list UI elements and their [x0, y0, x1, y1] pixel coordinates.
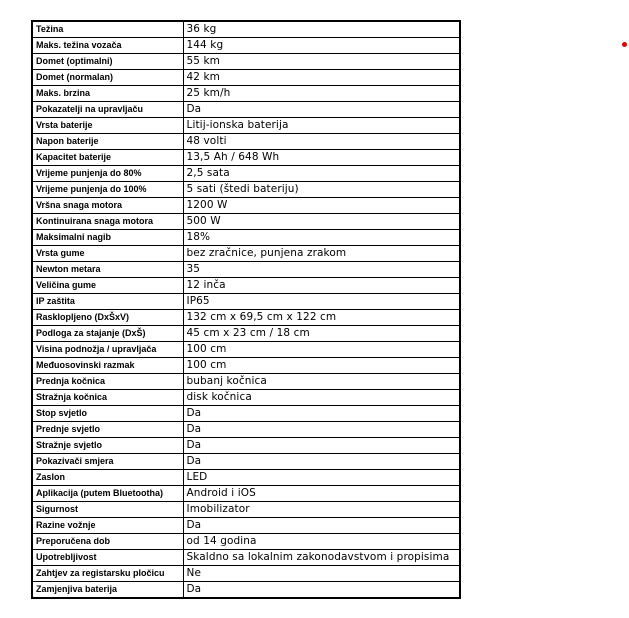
spec-value: bubanj kočnica [183, 374, 460, 390]
spec-row [32, 230, 460, 246]
spec-label: Podloga za stajanje (DxŠ) [32, 326, 183, 342]
spec-row [32, 166, 460, 182]
spec-value: Litij-ionska baterija [183, 118, 460, 134]
spec-row [32, 246, 460, 262]
spec-row [32, 38, 460, 54]
spec-value: Imobilizator [183, 502, 460, 518]
spec-label: Maksimalni nagib [32, 230, 183, 246]
spec-row [32, 70, 460, 86]
spec-label: Vrijeme punjenja do 80% [32, 166, 183, 182]
spec-value: IP65 [183, 294, 460, 310]
spec-label: Pokazatelji na upravljaču [32, 102, 183, 118]
spec-row [32, 182, 460, 198]
spec-row [32, 342, 460, 358]
spec-row [32, 294, 460, 310]
spec-row [32, 518, 460, 534]
spec-label: Maks. brzina [32, 86, 183, 102]
spec-row [32, 358, 460, 374]
spec-value: 48 volti [183, 134, 460, 150]
spec-value: Da [183, 518, 460, 534]
spec-label: Kapacitet baterije [32, 150, 183, 166]
spec-row [32, 21, 460, 38]
spec-value: 13,5 Ah / 648 Wh [183, 150, 460, 166]
spec-row [32, 422, 460, 438]
spec-row [32, 502, 460, 518]
spec-row [32, 454, 460, 470]
spec-value: 144 kg [183, 38, 460, 54]
spec-label: Visina podnožja / upravljača [32, 342, 183, 358]
spec-value: Skaldno sa lokalnim zakonodavstvom i propisima [183, 550, 460, 566]
spec-row [32, 86, 460, 102]
spec-value: 36 kg [183, 21, 460, 38]
spec-row [32, 310, 460, 326]
spec-value: 132 cm x 69,5 cm x 122 cm [183, 310, 460, 326]
spec-value: Da [183, 454, 460, 470]
spec-table [31, 20, 461, 599]
spec-value: Da [183, 582, 460, 599]
spec-value: Da [183, 438, 460, 454]
spec-label: Težina [32, 21, 183, 38]
spec-label: Stop svjetlo [32, 406, 183, 422]
spec-row [32, 438, 460, 454]
spec-row [32, 534, 460, 550]
spec-value: Da [183, 422, 460, 438]
spec-row [32, 326, 460, 342]
spec-value: 500 W [183, 214, 460, 230]
spec-value: 25 km/h [183, 86, 460, 102]
spec-label: Stražnja kočnica [32, 390, 183, 406]
spec-label: Pokazivači smjera [32, 454, 183, 470]
spec-label: Maks. težina vozača [32, 38, 183, 54]
spec-value: 5 sati (štedi bateriju) [183, 182, 460, 198]
spec-value: 12 inča [183, 278, 460, 294]
spec-label: IP zaštita [32, 294, 183, 310]
spec-value: LED [183, 470, 460, 486]
spec-row [32, 118, 460, 134]
spec-label: Preporučena dob [32, 534, 183, 550]
spec-row [32, 102, 460, 118]
spec-label: Sigurnost [32, 502, 183, 518]
spec-label: Vrsta baterije [32, 118, 183, 134]
spec-value: Android i iOS [183, 486, 460, 502]
spec-row [32, 582, 460, 599]
spec-row [32, 134, 460, 150]
spec-value: 2,5 sata [183, 166, 460, 182]
spec-label: Zamjenjiva baterija [32, 582, 183, 599]
spec-row [32, 566, 460, 582]
spec-value: 18% [183, 230, 460, 246]
spec-label: Vršna snaga motora [32, 198, 183, 214]
spec-row [32, 262, 460, 278]
spec-row [32, 390, 460, 406]
spec-label: Vrsta gume [32, 246, 183, 262]
spec-label: Upotrebljivost [32, 550, 183, 566]
spec-label: Kontinuirana snaga motora [32, 214, 183, 230]
spec-row [32, 486, 460, 502]
spec-label: Domet (optimalni) [32, 54, 183, 70]
spec-label: Prednja kočnica [32, 374, 183, 390]
spec-row [32, 374, 460, 390]
spec-row [32, 54, 460, 70]
spec-value: 1200 W [183, 198, 460, 214]
spec-value: Da [183, 102, 460, 118]
red-marker-dot [622, 42, 627, 47]
spec-row [32, 198, 460, 214]
spec-row [32, 550, 460, 566]
spec-label: Napon baterije [32, 134, 183, 150]
spec-value: Da [183, 406, 460, 422]
spec-value: 42 km [183, 70, 460, 86]
spec-value: disk kočnica [183, 390, 460, 406]
spec-value: 55 km [183, 54, 460, 70]
spec-value: 35 [183, 262, 460, 278]
spec-label: Zaslon [32, 470, 183, 486]
spec-value: 45 cm x 23 cm / 18 cm [183, 326, 460, 342]
spec-label: Aplikacija (putem Bluetootha) [32, 486, 183, 502]
spec-value: 100 cm [183, 358, 460, 374]
spec-row [32, 470, 460, 486]
spec-label: Newton metara [32, 262, 183, 278]
spec-table-body [32, 21, 460, 598]
spec-label: Rasklopljeno (DxŠxV) [32, 310, 183, 326]
spec-label: Zahtjev za registarsku pločicu [32, 566, 183, 582]
spec-row [32, 214, 460, 230]
spec-value: od 14 godina [183, 534, 460, 550]
spec-label: Vrijeme punjenja do 100% [32, 182, 183, 198]
spec-label: Domet (normalan) [32, 70, 183, 86]
spec-label: Veličina gume [32, 278, 183, 294]
spec-row [32, 150, 460, 166]
spec-label: Međuosovinski razmak [32, 358, 183, 374]
spec-row [32, 406, 460, 422]
spec-label: Razine vožnje [32, 518, 183, 534]
spec-value: 100 cm [183, 342, 460, 358]
spec-label: Prednje svjetlo [32, 422, 183, 438]
spec-label: Stražnje svjetlo [32, 438, 183, 454]
spec-value: bez zračnice, punjena zrakom [183, 246, 460, 262]
spec-value: Ne [183, 566, 460, 582]
spec-row [32, 278, 460, 294]
